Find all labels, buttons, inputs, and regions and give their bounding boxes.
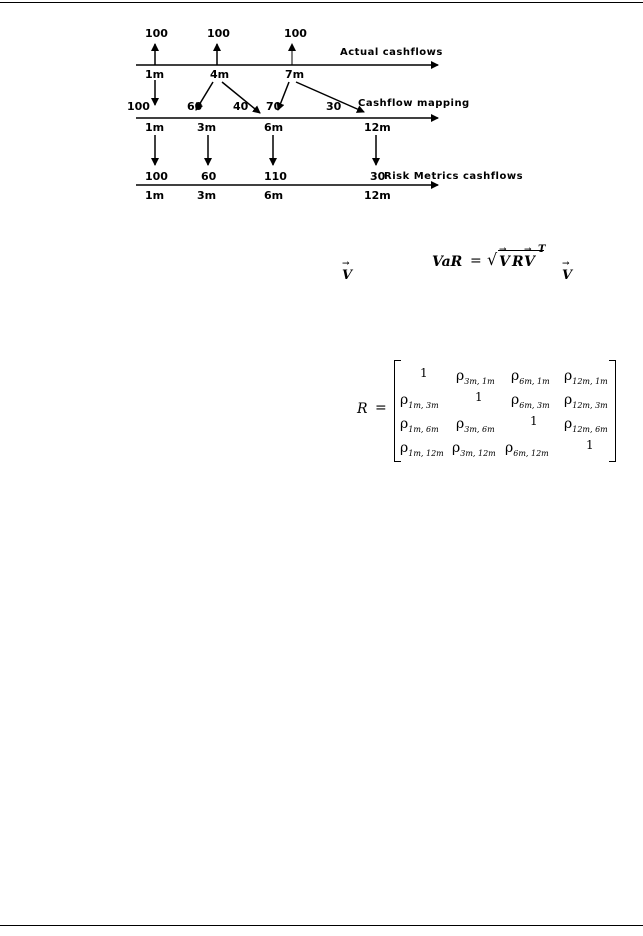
row1-tenor-3: 7m <box>285 68 305 81</box>
matrix-equals: = <box>375 400 387 416</box>
matrix-cell-r0c3 <box>564 368 608 386</box>
matrix-cell-r1c1: 1 <box>475 390 483 404</box>
vector-symbol-left <box>342 259 353 283</box>
matrix-sub-r3c1: 3m, 12m <box>460 448 496 458</box>
matrix-cell-r2c2: 1 <box>530 414 538 428</box>
bottom-rule <box>0 925 643 926</box>
matrix-cell-r3c1 <box>452 440 496 458</box>
row2-tenor-4: 12m <box>364 121 391 134</box>
vec-arrow-icon: → <box>562 259 570 269</box>
row2-value-3: 40 <box>233 100 249 113</box>
matrix-right-bracket <box>609 360 616 462</box>
vector-symbol-left-letter: V <box>342 268 353 283</box>
row3-tenor-3: 6m <box>264 189 284 202</box>
var-mid: R <box>512 254 524 270</box>
var-equals: = <box>470 253 482 269</box>
rho-symbol: ρ <box>505 440 514 456</box>
row2-caption: Cashflow mapping <box>358 98 470 109</box>
row1-tenor-1: 1m <box>145 68 165 81</box>
row2-tenor-3: 6m <box>264 121 284 134</box>
sqrt-sign: √ <box>487 250 498 269</box>
matrix-sub-r3c0: 1m, 12m <box>408 448 444 458</box>
var-vec-1 <box>499 245 510 270</box>
row3-value-3: 110 <box>264 170 287 183</box>
rho-symbol: ρ <box>400 392 409 408</box>
rho-symbol: ρ <box>400 416 409 432</box>
row1-value-2: 100 <box>207 27 230 40</box>
rho-symbol: ρ <box>452 440 461 456</box>
matrix-sub-r2c3: 12m, 6m <box>572 424 608 434</box>
matrix-cell-r1c3 <box>564 392 608 410</box>
matrix-sub-r2c1: 3m, 6m <box>464 424 495 434</box>
row3-value-2: 60 <box>201 170 217 183</box>
matrix-cell-r1c2 <box>511 392 550 410</box>
matrix-cell-r2c0 <box>400 416 439 434</box>
matrix-cell-r3c0 <box>400 440 444 458</box>
matrix-cell-r0c1 <box>456 368 495 386</box>
vec-arrow-icon: → <box>524 245 532 255</box>
matrix-cell-r2c1 <box>456 416 495 434</box>
row2-value-2: 60 <box>187 100 203 113</box>
row3-tenor-1: 1m <box>145 189 165 202</box>
matrix-sub-r1c3: 12m, 3m <box>572 400 608 410</box>
matrix-cell-r3c3: 1 <box>586 438 594 452</box>
vec-arrow-icon: → <box>499 245 507 255</box>
vec-arrow-icon: → <box>342 259 350 269</box>
row3-value-4: 30 <box>370 170 386 183</box>
rho-symbol: ρ <box>400 440 409 456</box>
row1-caption: Actual cashflows <box>340 47 443 58</box>
matrix-sub-r0c2: 6m, 1m <box>519 376 550 386</box>
rho-symbol: ρ <box>511 368 520 384</box>
var-vec-2 <box>524 245 535 270</box>
vector-symbol-right-letter: V <box>562 268 573 283</box>
matrix-cell-r3c2 <box>505 440 549 458</box>
rho-symbol: ρ <box>456 368 465 384</box>
rho-symbol: ρ <box>511 392 520 408</box>
cashflow-diagram <box>0 0 643 240</box>
var-formula <box>432 246 552 276</box>
row3-caption: Risk Metrics cashflows <box>384 171 524 182</box>
vector-symbol-right <box>562 259 573 283</box>
matrix-cell-r1c0 <box>400 392 439 410</box>
matrix-sub-r2c0: 1m, 6m <box>408 424 439 434</box>
rho-symbol: ρ <box>564 368 573 384</box>
row1-value-1: 100 <box>145 27 168 40</box>
matrix-sub-r1c0: 1m, 3m <box>408 400 439 410</box>
matrix-lhs: R <box>357 401 368 417</box>
var-vec-1-letter: V <box>499 254 510 270</box>
var-lhs: VaR <box>432 254 463 270</box>
var-transpose: T <box>538 244 546 255</box>
rho-symbol: ρ <box>456 416 465 432</box>
matrix-sub-r1c2: 6m, 3m <box>519 400 550 410</box>
var-vec-2-letter: V <box>524 254 535 270</box>
row2-value-5: 30 <box>326 100 342 113</box>
matrix-cell-r2c3 <box>564 416 608 434</box>
rho-symbol: ρ <box>564 392 573 408</box>
row2-value-4: 70 <box>266 100 282 113</box>
row3-tenor-2: 3m <box>197 189 217 202</box>
matrix-sub-r3c2: 6m, 12m <box>513 448 549 458</box>
row2-tenor-1: 1m <box>145 121 165 134</box>
matrix-cell-r0c2 <box>511 368 550 386</box>
matrix-sub-r0c1: 3m, 1m <box>464 376 495 386</box>
row2-tenor-2: 3m <box>197 121 217 134</box>
row1-value-3: 100 <box>284 27 307 40</box>
row2-value-1: 100 <box>127 100 150 113</box>
row3-value-1: 100 <box>145 170 168 183</box>
row1-tenor-2: 4m <box>210 68 230 81</box>
matrix-cell-r0c0: 1 <box>420 366 428 380</box>
rho-symbol: ρ <box>564 416 573 432</box>
matrix-sub-r0c3: 12m, 1m <box>572 376 608 386</box>
correlation-matrix <box>394 360 616 460</box>
row3-tenor-4: 12m <box>364 189 391 202</box>
